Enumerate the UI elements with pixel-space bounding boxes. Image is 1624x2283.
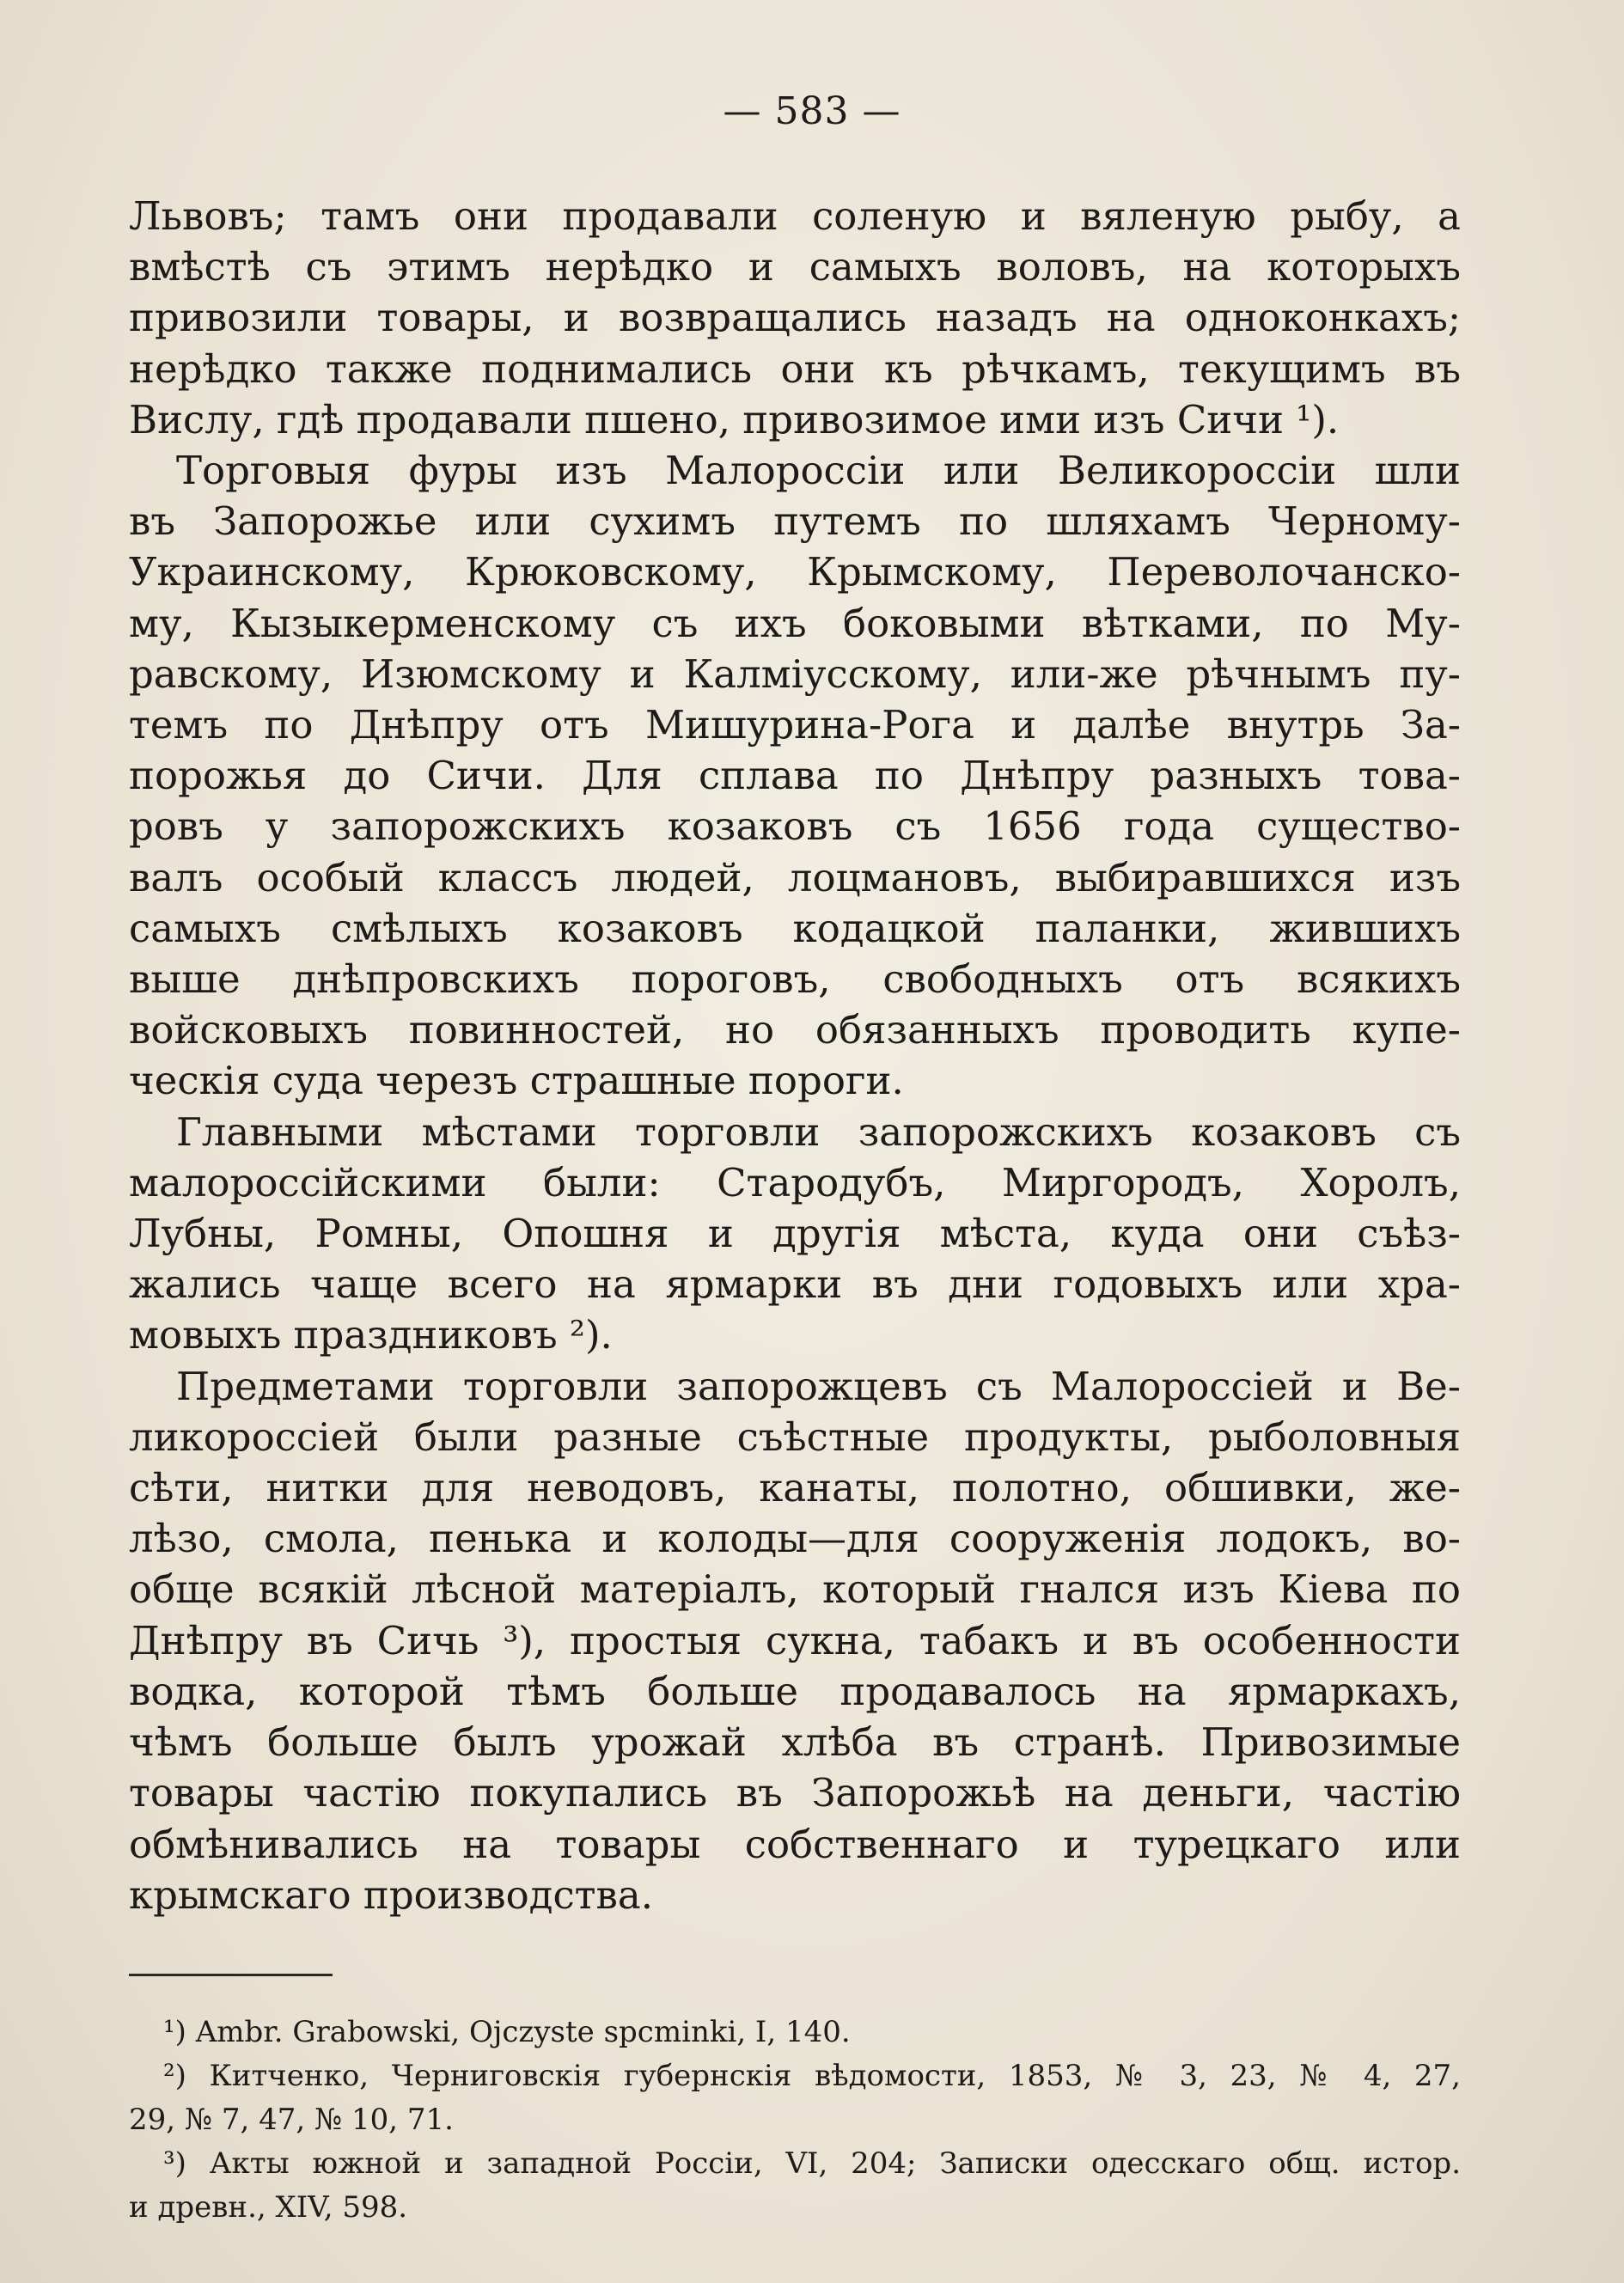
footnote-line: ³) Акты южной и западной Россіи, VI, 204; Записки одесскаго общ. истор. <box>163 2146 1461 2181</box>
text-line: ровъ у запорожскихъ козаковъ съ 1656 года существо- <box>129 803 1461 850</box>
text-line: темъ по Днѣпру отъ Мишурина-Рога и далѣе внутрь За- <box>129 702 1461 748</box>
text-line: Лубны, Ромны, Опошня и другія мѣста, куда они съѣз- <box>129 1211 1461 1257</box>
text-line: въ Запорожье или сухимъ путемъ по шляхамъ Черному- <box>129 498 1461 545</box>
text-line: Главными мѣстами торговли запорожскихъ козаковъ съ <box>176 1108 1461 1155</box>
text-line: Вислу, гдѣ продавали пшено, привозимое ими изъ Сичи ¹). <box>129 396 1340 443</box>
text-line: выше днѣпровскихъ пороговъ, свободныхъ отъ всякихъ <box>129 956 1461 1003</box>
paragraph-3 <box>129 1107 1461 1361</box>
text-line: вмѣстѣ съ этимъ нерѣдко и самыхъ воловъ, на которыхъ <box>129 244 1461 290</box>
text-line: привозили товары, и возвращались назадъ на одноконкахъ; <box>129 295 1461 341</box>
text-line: нерѣдко также поднимались они къ рѣчкамъ, текущимъ въ <box>129 345 1461 392</box>
text-line: равскому, Изюмскому и Калміусскому, или-же рѣчнымъ пу- <box>129 650 1461 697</box>
footnote-line: ¹) Ambr. Grabowski, Ojczyste spcminki, I, 140. <box>163 2015 851 2049</box>
footnote-2 <box>129 2054 1461 2142</box>
text-line: Украинскому, Крюковскому, Крымскому, Переволочанско- <box>129 549 1461 595</box>
footnote-line: ²) Китченко, Черниговскія губернскія вѣдомости, 1853, № 3, 23, № 4, 27, <box>163 2059 1461 2093</box>
page-number: — 583 — <box>723 89 901 133</box>
footnote-3 <box>129 2142 1461 2230</box>
text-line: сѣти, нитки для неводовъ, канаты, полотно, обшивки, же- <box>129 1465 1461 1511</box>
footnote-divider <box>129 1974 333 1976</box>
footnotes <box>129 2011 1461 2230</box>
text-line: Львовъ; тамъ они продавали соленую и вяленую рыбу, а <box>129 193 1461 239</box>
text-line: малороссійскими были: Стародубъ, Миргородъ, Хоролъ, <box>129 1159 1461 1206</box>
main-text <box>129 191 1461 1920</box>
text-line: товары частію покупались въ Запорожьѣ на деньги, частію <box>129 1770 1461 1816</box>
text-line: обще всякій лѣсной матеріалъ, который гнался изъ Кіева по <box>129 1566 1461 1613</box>
text-line: водка, которой тѣмъ больше продавалось на ярмаркахъ, <box>129 1668 1461 1714</box>
text-line: самыхъ смѣлыхъ козаковъ кодацкой паланки, жившихъ <box>129 905 1461 951</box>
text-line: ческія суда черезъ страшные пороги. <box>129 1058 904 1104</box>
footnote-line: 29, № 7, 47, № 10, 71. <box>129 2103 454 2137</box>
text-line: Днѣпру въ Сичь ³), простыя сукна, табакъ и въ особенности <box>129 1617 1461 1663</box>
text-line: валъ особый классъ людей, лоцмановъ, выбиравшихся изъ <box>129 854 1461 900</box>
text-line: му, Кызыкерменскому съ ихъ боковыми вѣтками, по Му- <box>129 600 1461 646</box>
text-line: порожья до Сичи. Для сплава по Днѣпру разныхъ това- <box>129 753 1461 799</box>
text-line: Предметами торговли запорожцевъ съ Малороссіей и Ве- <box>176 1363 1461 1409</box>
text-line: ликороссіей были разные съѣстные продукты, рыболовныя <box>129 1413 1461 1460</box>
text-line: войсковыхъ повинностей, но обязанныхъ проводить купе- <box>129 1007 1461 1053</box>
paragraph-2 <box>129 445 1461 1107</box>
text-line: Торговыя фуры изъ Малороссіи или Великороссіи шли <box>176 448 1461 494</box>
text-line: обмѣнивались на товары собственнаго и турецкаго или <box>129 1821 1461 1867</box>
text-line: чѣмъ больше былъ урожай хлѣба въ странѣ. Привозимые <box>129 1719 1461 1766</box>
footnote-1 <box>129 2011 1461 2054</box>
paragraph-1 <box>129 191 1461 445</box>
text-line: крымскаго производства. <box>129 1871 654 1918</box>
paragraph-4 <box>129 1361 1461 1920</box>
text-line: мовыхъ праздниковъ ²). <box>129 1312 613 1358</box>
text-line: лѣзо, смола, пенька и колоды—для сооруженія лодокъ, во- <box>129 1516 1461 1562</box>
footnote-line: и древн., XIV, 598. <box>129 2190 408 2225</box>
text-line: жались чаще всего на ярмарки въ дни годовыхъ или хра- <box>129 1261 1461 1308</box>
